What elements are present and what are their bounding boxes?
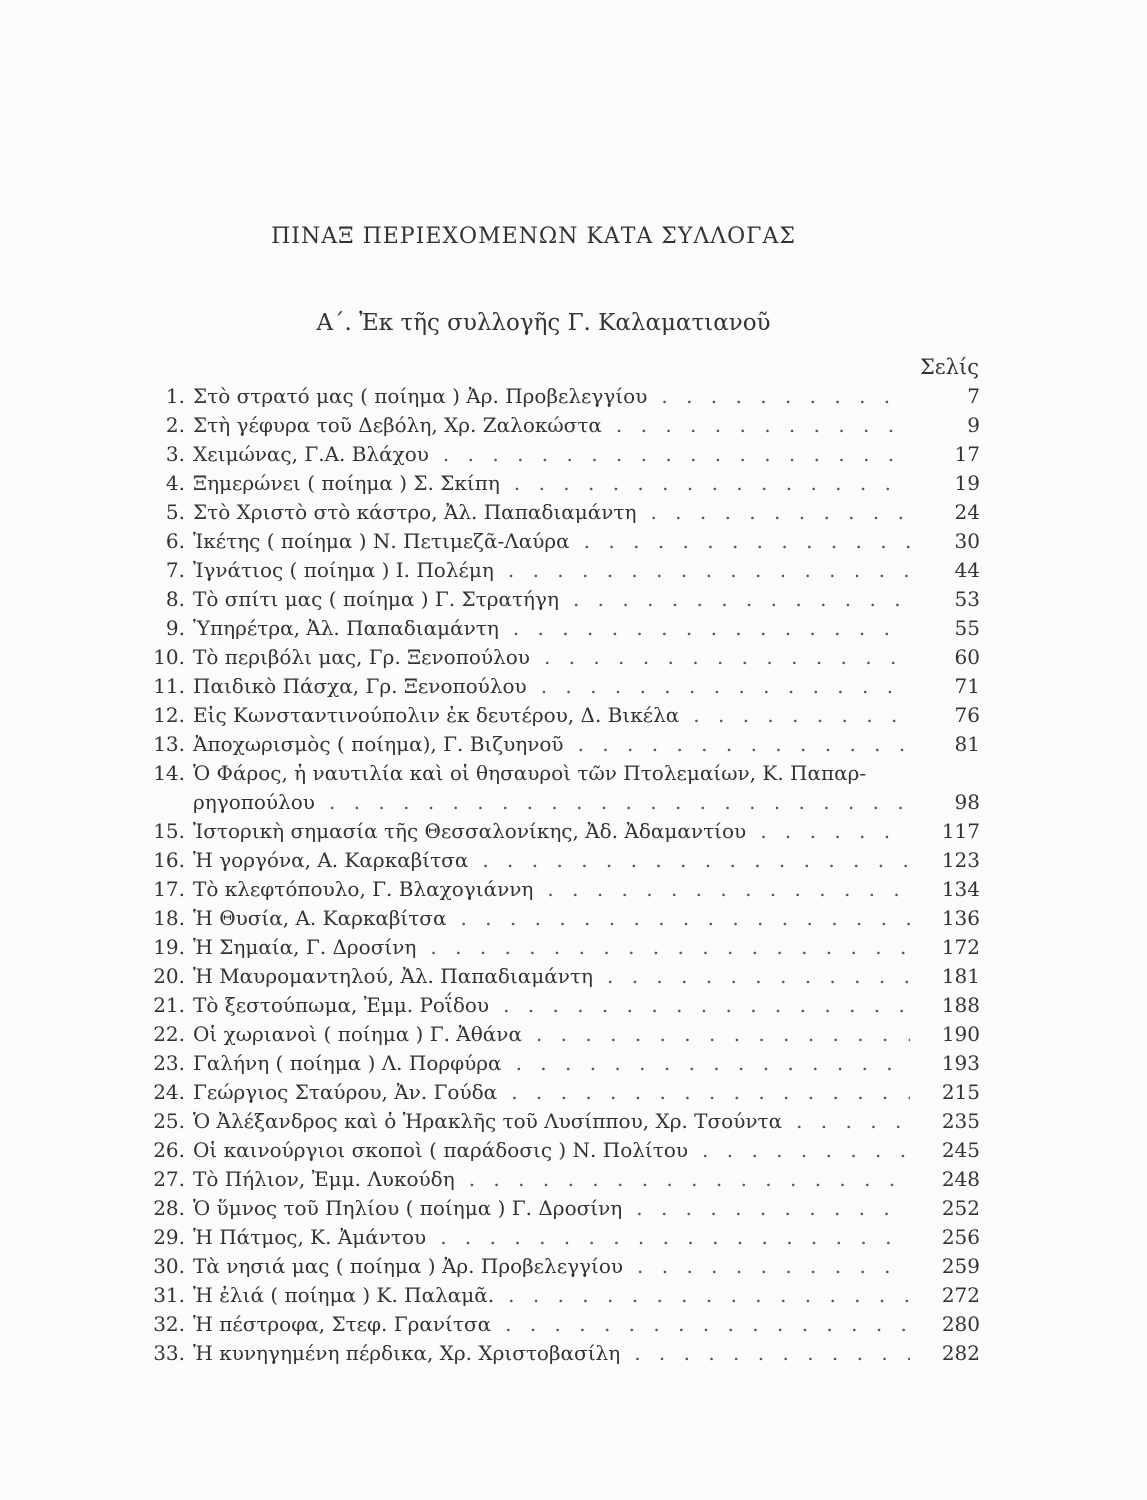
toc-entry [145, 701, 980, 730]
leader-dots [536, 1020, 910, 1049]
entry-title: Παιδικὸ Πάσχα, Γρ. Ξενοπούλου [193, 674, 527, 698]
entry-number: 22. [153, 1022, 185, 1046]
entry-title: Ὁ Ἀλέξανδρος καὶ ὁ Ἡρακλῆς τοῦ Λυσίππου, Χρ. Τσούντα [193, 1109, 783, 1133]
leader-dots [440, 1223, 910, 1252]
toc-entry [145, 730, 980, 759]
entry-number: 17. [153, 877, 185, 901]
leader-dots [430, 933, 910, 962]
entry-title-continuation: ρηγοπούλου [193, 790, 315, 814]
entry-page: 30 [954, 529, 980, 553]
entry-number: 13. [153, 732, 185, 756]
toc-entry [145, 904, 980, 933]
entry-page: 256 [941, 1225, 980, 1249]
entry-title: Τὸ Πήλιον, Ἐμμ. Λυκούδη [193, 1167, 455, 1191]
leader-dots [508, 556, 910, 585]
leader-dots [443, 440, 910, 469]
toc-entry [145, 585, 980, 614]
leader-dots [544, 643, 910, 672]
entry-number: 29. [153, 1225, 185, 1249]
entry-page: 53 [954, 587, 980, 611]
leader-dots [637, 1252, 910, 1281]
toc-entry [145, 962, 980, 991]
entry-number: 23. [153, 1051, 185, 1075]
entry-page: 215 [941, 1080, 980, 1104]
entry-number: 11. [153, 674, 185, 698]
toc-entry [145, 875, 980, 904]
entry-number: 20. [153, 964, 185, 988]
entry-title: Ἱκέτης ( ποίημα ) Ν. Πετιμεζᾶ-Λαύρα [193, 529, 570, 553]
entry-number: 6. [165, 529, 185, 553]
leader-dots [329, 788, 910, 817]
leader-dots [634, 1339, 910, 1368]
page-title: ΠΙΝΑΞ ΠΕΡΙΕΧΟΜΕΝΩΝ ΚΑΤΑ ΣΥΛΛΟΓΑΣ [271, 224, 796, 249]
leader-dots [508, 1281, 910, 1310]
entry-title: Ἡ Σημαία, Γ. Δροσίνη [193, 935, 417, 959]
section-subtitle: Α΄. Ἐκ τῆς συλλογῆς Γ. Καλαματιανοῦ [316, 310, 771, 336]
entry-page: 172 [941, 935, 980, 959]
toc-entry [145, 469, 980, 498]
toc-entry [145, 1310, 980, 1339]
leader-dots [578, 730, 910, 759]
entry-title: Οἱ καινούργιοι σκοποὶ ( παράδοσις ) Ν. Πολίτου [193, 1138, 689, 1162]
entry-title: Ἡ κυνηγημένη πέρδικα, Χρ. Χριστοβασίλη [193, 1341, 621, 1365]
entry-title: Γαλήνη ( ποίημα ) Λ. Πορφύρα [193, 1051, 502, 1075]
leader-dots [516, 1049, 910, 1078]
entry-page: 190 [941, 1022, 980, 1046]
entry-title: Τὰ νησιά μας ( ποίημα ) Ἀρ. Προβελεγγίου [193, 1254, 624, 1278]
table-of-contents [145, 382, 980, 1368]
entry-page: 76 [954, 703, 980, 727]
entry-page: 136 [941, 906, 980, 930]
entry-page: 19 [954, 471, 980, 495]
leader-dots [505, 1310, 910, 1339]
toc-entry [145, 411, 980, 440]
entry-title: Ξημερώνει ( ποίημα ) Σ. Σκίπη [193, 471, 500, 495]
entry-page: 259 [941, 1254, 980, 1278]
entry-page: 181 [941, 964, 980, 988]
leader-dots [636, 1194, 910, 1223]
entry-title: Τὸ κλεφτόπουλο, Γ. Βλαχογιάννη [193, 877, 534, 901]
entry-page: 134 [941, 877, 980, 901]
leader-dots [693, 701, 910, 730]
entry-title: Τὸ ξεστούπωμα, Ἐμμ. Ροΐδου [193, 993, 490, 1017]
entry-title: Στὸ Χριστὸ στὸ κάστρο, Ἀλ. Παπαδιαμάντη [193, 500, 637, 524]
entry-number: 31. [153, 1283, 185, 1307]
entry-number: 9. [165, 616, 185, 640]
entry-title: Ἀποχωρισμὸς ( ποίημα), Γ. Βιζυηνοῦ [193, 732, 564, 756]
entry-number: 5. [165, 500, 185, 524]
entry-page: 24 [954, 500, 980, 524]
entry-title: Γεώργιος Σταύρου, Ἀν. Γούδα [193, 1080, 498, 1104]
entry-number: 14. [153, 761, 185, 785]
entry-page: 9 [967, 413, 980, 437]
entry-page: 55 [954, 616, 980, 640]
entry-number: 7. [165, 558, 185, 582]
leader-dots [650, 498, 910, 527]
toc-entry [145, 1136, 980, 1165]
entry-number: 18. [153, 906, 185, 930]
entry-number: 10. [153, 645, 185, 669]
toc-entry [145, 933, 980, 962]
leader-dots [460, 904, 910, 933]
toc-entry [145, 1020, 980, 1049]
leader-dots [541, 672, 910, 701]
entry-page: 280 [941, 1312, 980, 1336]
toc-entry [145, 556, 980, 585]
leader-dots [661, 382, 910, 411]
toc-entry [145, 672, 980, 701]
entry-page: 248 [941, 1167, 980, 1191]
entry-title: Χειμώνας, Γ.Α. Βλάχου [193, 442, 429, 466]
entry-page: 188 [941, 993, 980, 1017]
entry-title: Τὸ σπίτι μας ( ποίημα ) Γ. Στρατήγη [193, 587, 559, 611]
entry-number: 3. [165, 442, 185, 466]
entry-number: 24. [153, 1080, 185, 1104]
toc-entry [145, 846, 980, 875]
leader-dots [514, 469, 910, 498]
entry-number: 28. [153, 1196, 185, 1220]
leader-dots [547, 875, 910, 904]
leader-dots [702, 1136, 910, 1165]
entry-number: 19. [153, 935, 185, 959]
entry-page: 98 [954, 790, 980, 814]
entry-page: 252 [941, 1196, 980, 1220]
entry-title: Ἡ πέστροφα, Στεφ. Γρανίτσα [193, 1312, 492, 1336]
entry-page: 123 [941, 848, 980, 872]
entry-page: 60 [954, 645, 980, 669]
toc-entry [145, 440, 980, 469]
toc-entry [145, 1107, 980, 1136]
leader-dots [482, 846, 910, 875]
entry-page: 17 [954, 442, 980, 466]
entry-number: 4. [165, 471, 185, 495]
entry-title: Ἰγνάτιος ( ποίημα ) Ι. Πολέμη [193, 558, 494, 582]
entry-number: 30. [153, 1254, 185, 1278]
entry-page: 245 [941, 1138, 980, 1162]
entry-page: 44 [954, 558, 980, 582]
entry-page: 272 [941, 1283, 980, 1307]
entry-title: Εἰς Κωνσταντινούπολιν ἐκ δευτέρου, Δ. Βικέλα [193, 703, 680, 727]
entry-page: 81 [954, 732, 980, 756]
entry-number: 12. [153, 703, 185, 727]
toc-entry [145, 1223, 980, 1252]
entry-title: Ἡ ἐλιά ( ποίημα ) Κ. Παλαμᾶ. [193, 1283, 495, 1307]
entry-number: 16. [153, 848, 185, 872]
leader-dots [616, 411, 910, 440]
entry-page: 117 [941, 819, 980, 843]
entry-title: Στὸ στρατό μας ( ποίημα ) Ἀρ. Προβελεγγίου [193, 384, 648, 408]
leader-dots [607, 962, 910, 991]
entry-number: 26. [153, 1138, 185, 1162]
toc-entry [145, 991, 980, 1020]
entry-number: 15. [153, 819, 185, 843]
toc-entry [145, 1049, 980, 1078]
page-column-header: Σελίς [919, 355, 979, 379]
entry-title: Ἡ γοργόνα, Α. Καρκαβίτσα [193, 848, 469, 872]
entry-number: 1. [165, 384, 185, 408]
toc-entry [145, 1194, 980, 1223]
entry-page: 71 [954, 674, 980, 698]
toc-entry [145, 614, 980, 643]
entry-number: 33. [153, 1341, 185, 1365]
leader-dots [513, 614, 910, 643]
entry-title: Οἱ χωριανοὶ ( ποίημα ) Γ. Ἀθάνα [193, 1022, 522, 1046]
toc-entry [145, 1252, 980, 1281]
entry-page: 7 [967, 384, 980, 408]
entry-title: Τὸ περιβόλι μας, Γρ. Ξενοπούλου [193, 645, 530, 669]
leader-dots [503, 991, 910, 1020]
entry-number: 32. [153, 1312, 185, 1336]
toc-entry [145, 527, 980, 556]
toc-entry-continuation [145, 788, 980, 817]
leader-dots [573, 585, 910, 614]
entry-page: 193 [941, 1051, 980, 1075]
entry-title: Ἱστορικὴ σημασία τῆς Θεσσαλονίκης, Ἀδ. Ἀδαμαντίου [193, 819, 747, 843]
entry-title: Ὑπηρέτρα, Ἀλ. Παπαδιαμάντη [193, 616, 499, 640]
toc-entry [145, 1078, 980, 1107]
entry-number: 25. [153, 1109, 185, 1133]
entry-number: 2. [165, 413, 185, 437]
entry-number: 27. [153, 1167, 185, 1191]
leader-dots [796, 1107, 910, 1136]
entry-number: 8. [165, 587, 185, 611]
toc-entry [145, 643, 980, 672]
leader-dots [584, 527, 910, 556]
leader-dots [760, 817, 910, 846]
leader-dots [469, 1165, 910, 1194]
leader-dots [511, 1078, 910, 1107]
toc-entry [145, 1281, 980, 1310]
entry-title: Ὁ Φάρος, ἡ ναυτιλία καὶ οἱ θησαυροὶ τῶν Πτολεμαίων, Κ. Παπαρ- [193, 761, 867, 785]
toc-entry [145, 498, 980, 527]
entry-number: 21. [153, 993, 185, 1017]
entry-title: Ἡ Θυσία, Α. Καρκαβίτσα [193, 906, 447, 930]
entry-title: Στὴ γέφυρα τοῦ Δεβόλη, Χρ. Ζαλοκώστα [193, 413, 602, 437]
entry-title: Ὁ ὕμνος τοῦ Πηλίου ( ποίημα ) Γ. Δροσίνη [193, 1196, 623, 1220]
toc-entry [145, 759, 980, 788]
toc-entry [145, 1165, 980, 1194]
entry-page: 282 [941, 1341, 980, 1365]
toc-entry [145, 1339, 980, 1368]
entry-title: Ἡ Μαυρομαντηλού, Ἀλ. Παπαδιαμάντη [193, 964, 593, 988]
entry-title: Ἡ Πάτμος, Κ. Ἀμάντου [193, 1225, 427, 1249]
toc-entry [145, 382, 980, 411]
entry-page: 235 [941, 1109, 980, 1133]
toc-entry [145, 817, 980, 846]
